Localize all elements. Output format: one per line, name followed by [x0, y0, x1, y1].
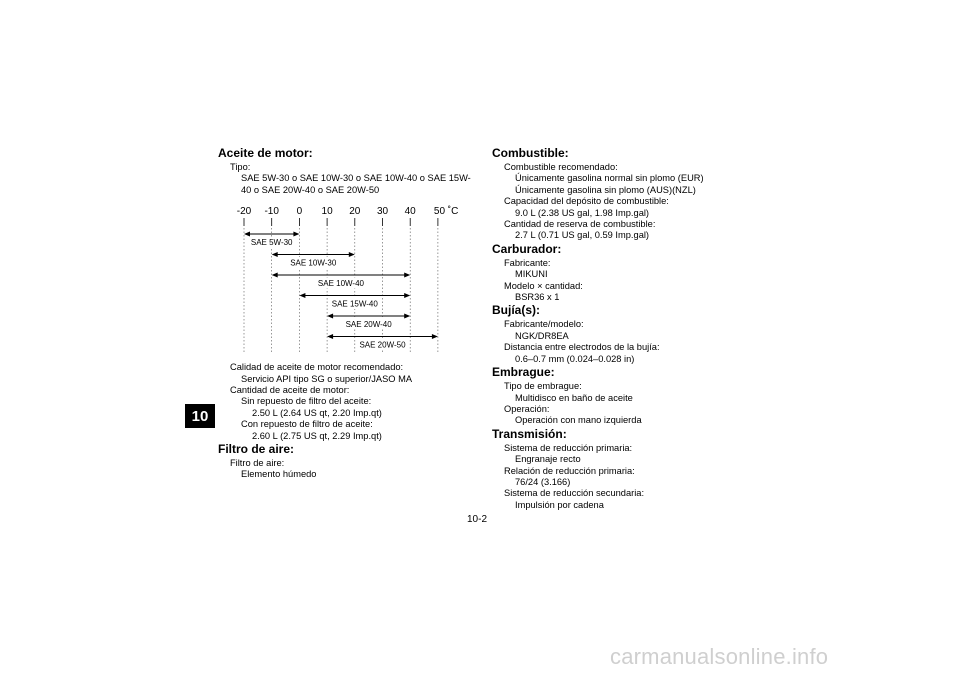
oil-quantity-label: Cantidad de aceite de motor:	[230, 385, 350, 396]
spark-plug-gap-value: 0.6–0.7 mm (0.024–0.028 in)	[515, 353, 635, 364]
spark-plug-section	[492, 303, 752, 365]
carburetor-heading: Carburador:	[492, 241, 562, 256]
fuel-recommended-value-2: Únicamente gasolina sin plomo (AUS)(NZL)	[515, 184, 696, 195]
watermark: carmanualsonline.info	[610, 644, 829, 669]
fuel-capacity-label: Capacidad del depósito de combustible:	[504, 196, 669, 207]
viscosity-chart	[212, 202, 462, 362]
spark-plug-maker-label: Fabricante/modelo:	[504, 319, 584, 330]
viscosity-bar	[244, 232, 299, 248]
transmission-section	[492, 427, 752, 511]
viscosity-grade-label: SAE 5W-30	[250, 238, 293, 248]
fuel-heading: Combustible:	[492, 146, 569, 160]
clutch-operation-label: Operación:	[504, 403, 550, 414]
section-tab: 10	[185, 404, 215, 428]
fuel-section	[492, 146, 752, 242]
air-filter-section	[218, 442, 478, 481]
carburetor-model-label: Modelo × cantidad:	[504, 280, 583, 291]
right-column	[492, 146, 752, 511]
secondary-reduction-value: Impulsión por cadena	[515, 499, 604, 510]
oil-type-value-2: 40 o SAE 20W-40 o SAE 20W-50	[241, 184, 380, 195]
without-filter-label: Sin repuesto de filtro del aceite:	[241, 396, 372, 407]
clutch-type-value: Multidisco en baño de aceite	[515, 392, 633, 403]
fuel-reserve-value: 2.7 L (0.71 US gal, 0.59 Imp.gal)	[515, 230, 650, 241]
viscosity-bar	[327, 314, 410, 330]
engine-oil-section	[218, 146, 478, 442]
viscosity-grade-label: SAE 10W-40	[317, 279, 365, 289]
viscosity-bar	[272, 252, 355, 268]
fuel-reserve-label: Cantidad de reserva de combustible:	[504, 219, 656, 230]
viscosity-bar	[299, 293, 410, 309]
page-number: 10-2	[467, 514, 488, 525]
air-filter-label: Filtro de aire:	[230, 458, 285, 469]
carburetor-model-value: BSR36 x 1	[515, 292, 560, 303]
with-filter-value: 2.60 L (2.75 US qt, 2.29 Imp.qt)	[252, 430, 382, 441]
carburetor-section	[492, 242, 752, 304]
spark-plug-maker-value: NGK/DR8EA	[515, 330, 569, 341]
oil-type-value-1: SAE 5W-30 o SAE 10W-30 o SAE 10W-40 o SAE 15W-	[241, 173, 471, 184]
tick-label: 10	[321, 206, 333, 218]
tick-label: 0	[296, 206, 303, 218]
viscosity-grade-label: SAE 15W-40	[331, 299, 378, 309]
tick-label: -20	[236, 206, 252, 218]
viscosity-bar	[327, 334, 438, 350]
viscosity-grade-label: SAE 20W-50	[359, 340, 406, 350]
fuel-capacity-value: 9.0 L (2.38 US gal, 1.98 Imp.gal)	[515, 207, 650, 218]
air-filter-heading: Filtro de aire:	[218, 442, 295, 457]
reduction-ratio-label: Relación de reducción primaria:	[504, 465, 635, 476]
oil-type-label: Tipo:	[230, 162, 251, 172]
with-filter-label: Con repuesto de filtro de aceite:	[241, 419, 373, 430]
clutch-operation-value: Operación con mano izquierda	[515, 415, 642, 426]
oil-quality-value: Servicio API tipo SG o superior/JASO MA	[241, 373, 413, 384]
tick-label: 40	[404, 206, 416, 218]
spark-plug-gap-label: Distancia entre electrodos de la bujía:	[504, 342, 660, 353]
carburetor-maker-label: Fabricante:	[504, 257, 551, 268]
oil-quality-label: Calidad de aceite de motor recomendado:	[230, 362, 404, 373]
carburetor-maker-value: MIKUNI	[515, 269, 548, 280]
secondary-reduction-label: Sistema de reducción secundaria:	[504, 488, 645, 499]
tick-label: -10	[264, 206, 279, 218]
fuel-recommended-label: Combustible recomendado:	[504, 162, 618, 172]
tick-label: 20	[349, 206, 361, 218]
viscosity-grade-label: SAE 10W-30	[290, 258, 337, 268]
air-filter-value: Elemento húmedo	[241, 469, 317, 480]
viscosity-bar	[272, 273, 411, 289]
fuel-recommended-value-1: Únicamente gasolina normal sin plomo (EUR)	[515, 173, 704, 184]
tick-label: 50 ˚C	[433, 206, 459, 218]
left-column	[218, 146, 478, 481]
viscosity-grade-label: SAE 20W-40	[345, 320, 392, 330]
engine-oil-heading: Aceite de motor:	[218, 146, 313, 160]
spark-plug-heading: Bujía(s):	[492, 303, 540, 318]
clutch-heading: Embrague:	[492, 365, 555, 380]
reduction-ratio-value: 76/24 (3.166)	[515, 476, 571, 487]
primary-reduction-label: Sistema de reducción primaria:	[504, 442, 633, 453]
clutch-section	[492, 365, 752, 427]
primary-reduction-value: Engranaje recto	[515, 454, 581, 465]
tick-label: 30	[376, 206, 389, 218]
clutch-type-label: Tipo de embrague:	[504, 381, 582, 392]
without-filter-value: 2.50 L (2.64 US qt, 2.20 Imp.qt)	[252, 407, 382, 418]
transmission-heading: Transmisión:	[492, 426, 567, 441]
